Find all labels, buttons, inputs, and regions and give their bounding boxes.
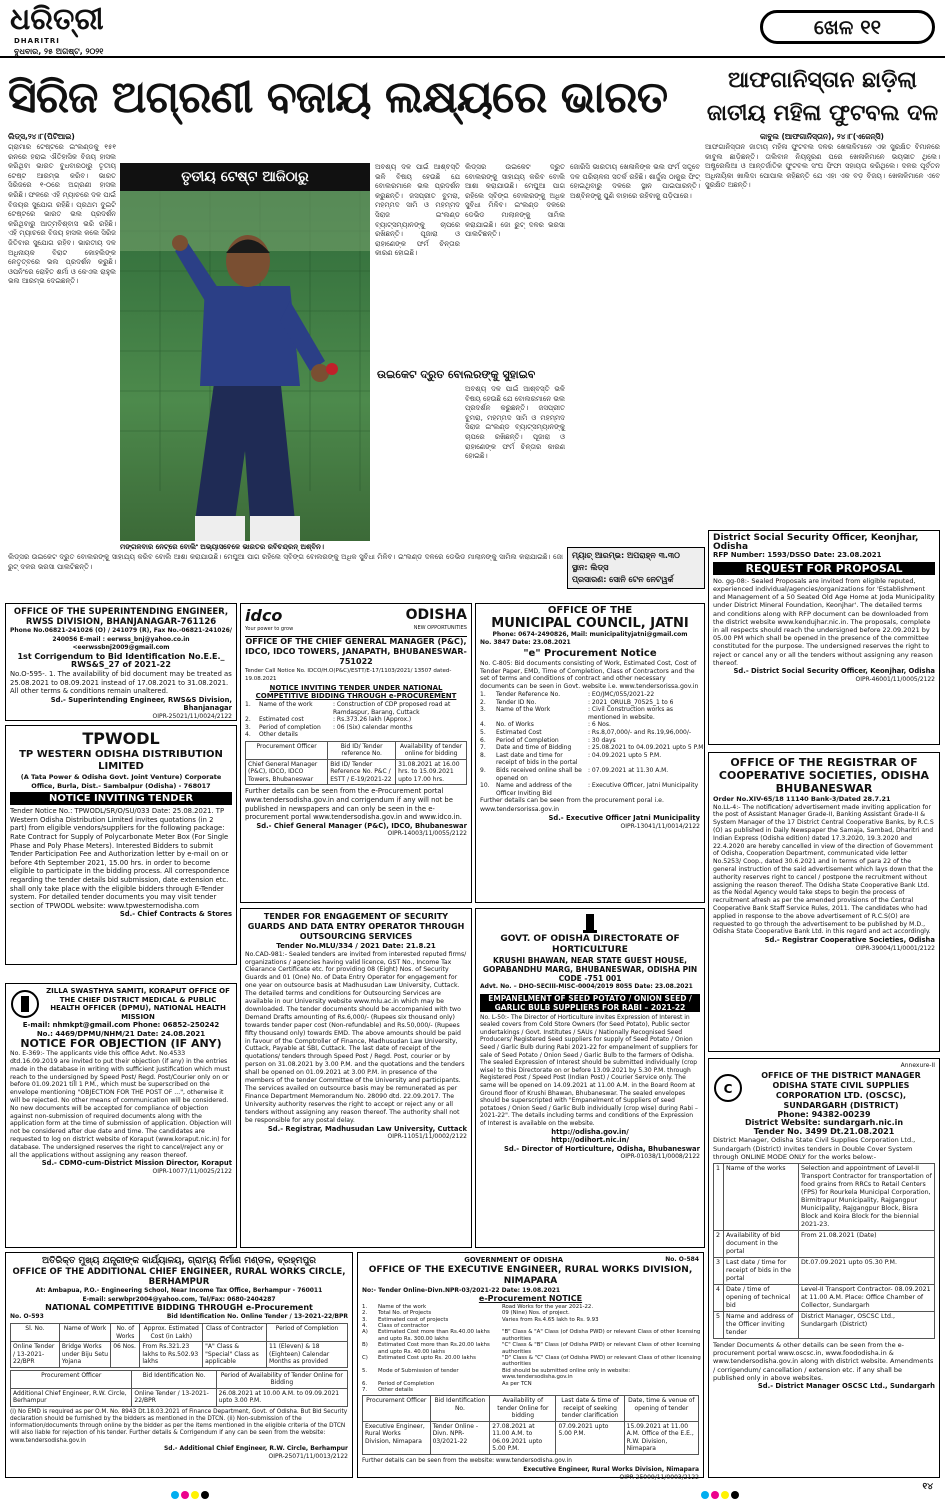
table-cell: Procurement Officer: [363, 1396, 431, 1422]
ad-items: [480, 690, 706, 797]
ad-contact: Phone No.06821-241026 (O) / 241079 (R), Fax No.-06821-241026/ 240056 E-mail : eerwss_bnj@yahoo.co.in <eerwssbnj2009@gmail.com: [10, 627, 232, 652]
ad-heading: NOTICE FOR OBJECTION (IF ANY): [20, 1037, 222, 1051]
list-item-cell: 1.: [480, 690, 486, 698]
ad-ref: OIPR-01038/11/0008/2122: [620, 1153, 700, 1161]
ad-subtitle: (A Tata Power & Odisha Govt. Joint Venture) Corporate Office, Burla, Dist.- Sambalpur (Odisha) - 768017: [20, 773, 222, 790]
list-item-cell: : 2021_ORULB_70525_1 to 6: [588, 698, 674, 706]
ad-footer: Tender Documents & other details can be seen from the e-procurement portal www.oscsc.in, www.foododisha.in & www.tendersodisha.gov.in along with district website. Amendments / corrigendum/ cancellation / extension etc. if any shall be published only in above websites.: [713, 1340, 934, 1382]
list-item-cell: 1.: [362, 1303, 368, 1310]
ad-order-no: Order No.XIV-65/18 11140 Bank-3/Dated 28.7.21: [713, 795, 891, 803]
list-item-cell: : 30 days: [588, 736, 616, 744]
ad-signature: Sd.- Registrar, Madhusudan Law University, Cuttack: [267, 1124, 467, 1133]
ad-signature: Sd.- Additional Chief Engineer, R.W. Circle, Berhampur: [163, 1444, 348, 1452]
story-column-1: ଗ୍ରାମାର ଟେଷ୍ଟରେ ଇଂଲଣ୍ଡକୁ ୧୫୧ ରନରେ ହରାଇ ଐତିହାସିକ ବିଜୟ ହାସଲ କରିଥିବା ଭାରତ ବୁଧବାରଠାରୁ ତୃତୀୟ ଟେଷ୍ଟ ଆରମ୍ଭ କରିବ। ଭାରତ ସିରିଜରେ ୧-୦ରେ ଅଗ୍ରଣୀ ହାସଲ କରିଛି। ଫଳରେ ଏହି ମ୍ୟାଚରେ ଦଳ ପାଇଁ ବିଜୟର ସୁଯୋଗ ରହିଛି। ପ୍ରଥମ ଦୁଇଟି ଟେଷ୍ଟରେ ଭାରତ ଭଲ ପ୍ରଦର୍ଶନ କରିଥିବାରୁ ଆତ୍ମବିଶ୍ବାସ ଭରି ରହିଛି। ଏହି ମ୍ୟାଚରେ ବିଜୟ ହାସଲ କଲେ ସିରିଜ ଜିତିବାର ସୁଯୋଗ ରହିବ। ଭାରତୀୟ ଦଳ ଅଧିନାୟକ ବିରାଟ କୋହଲିଙ୍କ ନେତୃତ୍ବରେ ଭଲ ପ୍ରଦର୍ଶନ କରୁଛି। ଓପନିଂରେ ରୋହିତ ଶର୍ମା ଓ କେଏଲ ରାହୁଲ ଭଲ ଆରମ୍ଭ ଦେଇଛନ୍ତି।: [8, 143, 116, 286]
side-dateline: କାବୁଲ (ଆଫଗାନିସ୍ତାନ), ୨୪।୮(ଏଜେନ୍ସି): [760, 132, 884, 141]
table-cell: 4: [714, 1284, 724, 1311]
ad-ref: OIPR-25021/11/0024/2122: [152, 712, 232, 720]
list-item: [480, 752, 700, 767]
list-item-cell: Other details: [259, 731, 298, 739]
table-row: [714, 1311, 935, 1338]
ad-title: ZILLA SWASTHYA SAMITI, KORAPUT OFFICE OF THE CHIEF DISTRICT MEDICAL & PUBLIC HEALTH OFFICER (DPMU), NATIONAL HEALTH MISSION: [46, 987, 230, 1021]
ad-tender-no: Tender No.MLU/334 / 2021 Date: 21.8.21: [276, 942, 436, 950]
ad-signature: Sd.- District Manager OSCSC Ltd., Sundargarh: [757, 1382, 935, 1390]
list-item: [480, 729, 700, 737]
ad-footer: Further details can be seen from the procurement poral i.e. www.tendersorissa.gov.in: [480, 797, 664, 813]
ad-heading: "e" Procurement Notice: [523, 647, 657, 659]
table-cell: Name of Work: [59, 1324, 110, 1342]
ad-ref: OIPR-14003/11/0055/2122: [387, 830, 467, 838]
idco-table: [245, 741, 467, 786]
list-item-cell: "D" Class & "C" Class (of Odisha PWD) or relevant Class of other licensing authorities: [502, 1355, 701, 1368]
section-label: ଖେଳ ୧୧: [760, 10, 935, 44]
emblem-icon: [580, 912, 600, 934]
table-cell: Availability of tender online for bidding: [396, 741, 467, 759]
table-cell: Procurement Officer: [11, 1370, 132, 1388]
list-item: [480, 706, 700, 721]
table-cell: Procurement Officer: [246, 741, 328, 759]
list-item-cell: Total No. of Projects: [378, 1310, 432, 1317]
ad-title: TP WESTERN ODISHA DISTRIBUTION LIMITED: [19, 749, 223, 772]
table-cell: Class of Contractor: [203, 1324, 267, 1342]
list-item-cell: : Executive Officer, Jatni Municipality: [588, 782, 699, 790]
ad-jatni: [475, 603, 705, 903]
list-item-cell: 1.: [245, 700, 251, 708]
player-photo: [120, 191, 370, 541]
ad-bid-id: Bid Identification No. Online Tender / 13-2021-22/BPR: [166, 1312, 348, 1320]
list-item: [245, 716, 467, 724]
table-cell: Bid ID/ Tender reference No.: [328, 741, 396, 759]
list-item: [245, 724, 467, 732]
ad-address: At: Ambapua, P.O.- Engineering School, Near Income Tax Office, Berhampur - 760011: [35, 1287, 323, 1294]
list-item-cell: Estimated Cost upto Rs. 20.00 lakhs: [378, 1355, 476, 1362]
table-cell: District Manager, OSCSC Ltd., Sundargarh (District): [799, 1311, 935, 1338]
issue-date: ବୁଧବାର, ୨୫ ଅଗଷ୍ଟ, ୨୦୨୧: [14, 47, 104, 56]
ad-notes: (i) No EMD is required as per O.M. No. 8943 Dt.18.03.2021 of Finance Department, Govt. of Odisha. But Bid Security declaration should be furnished by the bidders as mentioned in the DTCN. (ii) Non-submission of the information/documents through online by the bidder as per the items mentioned in the eligible criteria of the DTCN will also liable for rejection of his tender. Further details & Corrigendum if any can be seen from the website: www.tendersodisha.gov.in: [10, 1408, 348, 1444]
list-item-cell: "B" Class & "A" Class (of Odisha PWD) or relevant Class of other licensing authorities: [502, 1329, 701, 1342]
ad-ref: OIPR-10077/11/0025/2122: [152, 1167, 232, 1175]
ad-body: No. L-50:- The Director of Horticulture invites Expression of Interest in sealed covers from Cold Store Owners (for Seed Potato), Public sector undertakings / Govt. Institutes / SAUs / Nationally Recognised Seed Producers/ Registered Seed suppliers for supply of Seed Potato / Onion Seed / Garlic Bulb during Rabi 2021-22 for empanelment of suppliers for sale of Seed Potato / Onion Seed / Garlic Bulb to the farmers of Odisha. The sealed Expression of Interest should be submitted individually (crop wise) to this Directorate on or before 13.09.2021 by 5.30 P.M. through Registered Post / Speed Post (Indian Post) / Courier Service only. The same will be opened on 14.09.2021 at 11.00 A.M. in the Board Room at Ground floor of Krushi Bhawan, Bhubaneswar. The sealed envelopes should be superscripted with "Empanelment of Suppliers of seed potatoes / Onion Seed / Garlic Bulb individually (crop wise) during Rabi – 2021-22". The details including terms and conditions of the Expression of Interest is available on the website.: [480, 1013, 698, 1127]
ad-signature: Sd.- Superintending Engineer, RWS&S Division, Bhanjanagar: [50, 695, 232, 713]
table-cell: 1: [714, 1163, 724, 1230]
ad-oscsc: [708, 1058, 940, 1478]
list-item-cell: As per TCN: [502, 1380, 532, 1387]
ad-signature: Sd.- Director of Horticulture, Odisha, Bhubaneswar: [503, 1144, 700, 1153]
ad-signature: Sd.- Chief Contracts & Stores: [119, 910, 232, 919]
table-cell: Name and address of the Officer inviting tender: [724, 1311, 799, 1338]
table-cell: 26.08.2021 at 10.00 A.M. to 09.09.2021 upto 3.00 P.M.: [216, 1388, 347, 1406]
list-item-cell: : 07.09.2021 at 11.30 A.M.: [588, 766, 669, 774]
table-cell: Sl. No.: [11, 1324, 60, 1342]
table-cell: From Rs.321.23 lakhs to Rs.502.93 lakhs: [140, 1342, 203, 1368]
match-venue: ସ୍ଥାନ: ଲିଡ୍ସ: [572, 563, 609, 572]
idco-logo: idco: [245, 606, 283, 625]
story-continuation: ଲିଡ୍ସର ଉଇକେଟ ଦ୍ରୁତ ବୋଲରଙ୍କୁ ସାହାଯ୍ୟ କରିବ ବୋଲି ଆଶା କରାଯାଉଛି। ମେଘୁଆ ପାଗ ରହିଲେ ସ୍ବିଙ୍ଗ ବୋଲରଙ୍କୁ ଅଧିକ ସୁବିଧା ମିଳିବ। ଇଂଲଣ୍ଡ ଦଳରେ ଡେଭିଡ ମାଲାନଙ୍କୁ ସାମିଲ କରାଯାଇଛି। ଜୋ ରୁଟ୍ ଦଳର ଭରସା ପାଲଟିଛନ୍ତି।: [8, 553, 563, 571]
list-item-cell: 4.: [362, 1323, 368, 1329]
newspaper-logo-sub: DHARITRI: [14, 37, 60, 45]
registration-marks: [170, 1484, 210, 1503]
registration-marks-right: [700, 1484, 740, 1503]
ad-title: OFFICE OF THE CHIEF GENERAL MANAGER (P&C), IDCO, IDCO TOWERS, JANAPATH, BHUBANESWAR- 751022: [245, 636, 467, 666]
tpwodl-logo: TPWODL: [82, 729, 160, 748]
table-row: [714, 1230, 935, 1257]
story-column-3b: ଅବଶ୍ୟ ଦଳ ପାଇଁ ଆଶ୍ବସ୍ତି ଭଳି ବିଷୟ ହେଉଛି ଯେ ବୋଲରମାନେ ଭଲ ପ୍ରଦର୍ଶନ କରୁଛନ୍ତି। ଜସପ୍ରୀତ ବୁମରା, ମହମ୍ମଦ ସାମି ଓ ମହମ୍ମଦ ସିରାଜ ଇଂଲଣ୍ଡ ବ୍ୟାଟ୍ସମ୍ୟାନଙ୍କୁ ଚାପରେ ରଖିଛନ୍ତି। ପୂଜାରା ଓ ରାହାଣେଙ୍କ ଫର୍ମ ଚିନ୍ତାର କାରଣ ହୋଇଛି।: [465, 385, 565, 461]
list-item-cell: Road Works for the year 2021-22.: [502, 1303, 594, 1310]
list-item-cell: 3.: [245, 723, 251, 731]
ad-rwss: [5, 603, 237, 721]
list-item: [362, 1368, 699, 1381]
ad-body: No. gg-08:- Sealed Proposals are invited from eligible reputed, experienced individual/agencies/organizations for 'Establishment and Management of a 50 Seated Old Age Home at Joda Municipality under District Mineral Foundation, Keonjhar'. The detailed terms and conditions along with RFP document can be downloaded from the district website www.kendujhar.nic.in. The proposals, complete in all respects should reach the undersigned before 22.09.2021 by 05.00 PM which shall be opened in the presence of the committee constituted for the purpose. The undersigned reserves the right to reject or cancel any or all the tenders without assigning any reason thereof.: [713, 576, 935, 667]
ad-body: No.O-595-. 1. The availability of bid document may be treated as 25.08.2021 to 08.09.2021 instead of 17.08.2021 to 31.08.2021. All other terms & conditions remain unaltered.: [10, 669, 232, 696]
table-cell: 3: [714, 1257, 724, 1284]
list-item: [480, 767, 700, 782]
svg-text:C: C: [723, 1081, 733, 1096]
list-item-cell: 2.: [362, 1310, 368, 1317]
ad-ref: OIPR-39004/11/0001/2122: [855, 944, 935, 952]
ad-signature: Sd.- District Social Security Officer, Keonjhar, Odisha: [733, 667, 935, 676]
ad-ref: OIPR-46001/11/0005/2122: [855, 675, 935, 683]
table-cell: Bid Identification No.: [132, 1370, 216, 1388]
ad-social-security: [708, 530, 940, 745]
ad-title-1: OFFICE OF THE: [547, 605, 633, 616]
ad-signature: Sd.- Registrar Cooperative Societies, Odisha: [764, 936, 935, 945]
ad-gov: GOVERNMENT OF ODISHA: [464, 1256, 563, 1264]
list-item-cell: Varies from Rs.4.65 lakh to Rs. 9.93: [502, 1316, 599, 1323]
ad-address: KRUSHI BHAWAN, NEAR STATE GUEST HOUSE, GOPABANDHU MARG, BHUBANESWAR, ODISHA PIN CODE -751 001: [482, 956, 698, 983]
ad-website-1[interactable]: http://odisha.gov.in/: [551, 1127, 629, 1136]
ad-body: No.CAD-981:- Sealed tenders are invited from interested reputed firms/ organizations / agencies having valid licence, GST No., Income Tax Clearance Certificate etc. for providing 08 (Eight) Nos. of Security Guards and 01 (One) No. of Data Entry Operator for engagement for one year on outsource basis at Madhusudan Law University, Cuttack. The detailed terms and conditions for Outsourcing Services are available in our University website www.mlu.ac.in which may be downloaded. The tender documents should be accompanied with two Demand Drafts amounting of Rs.6,000/- (Rupees six thousand only) towards tender paper cost (Non-refundable) and Rs.50,000/- (Rupees fifty thousand only) towards EMD. The above amounts should be paid in favour of the Comptroller of Finance, Madhusudan Law University, Cuttack, Payable at SBI, Cuttack. The last date of receipt of the quotations/ tenders through Speed Post / Regd. Post, courier or by person on 31.08.2021 by 3.00 P.M. and the quotations and the tenders shall be opened on 01.09.2021 at 3.00 P.M. in presence of the members of the tender Committee of the University and participants. The services availed on outsource basis may be remunerated as per Finance Department Memorandum No. 28090 dtd. 22.09.2017. The University authority reserves the right to accept or reject any or all tenders without assigning any reason thereof. The authority shall not be responsible for any postal delay.: [245, 950, 467, 1124]
list-item: [480, 744, 706, 752]
berhampur-table-1: [10, 1323, 348, 1368]
list-item-cell: 5.: [480, 728, 486, 736]
side-story-body: ଆଫଗାନିସ୍ତାନ ଜାତୀୟ ମହିଳା ଫୁଟବଲ ଦଳର ଖେଳାଳିମାନେ ଏକ ସୁରକ୍ଷିତ ବିମାନରେ କାବୁଲ ଛାଡ଼ିଛନ୍ତି। ତାଲିବାନ ନିୟନ୍ତ୍ରଣ ପରେ ଖେଳାଳିମାନେ ଭୟଭୀତ ଥିଲେ। ଅଷ୍ଟ୍ରେଲିଆ ଓ ଆନ୍ତର୍ଜାତିକ ଫୁଟବଲ ସଂଘ ଫିଫା ସହାୟତା କରିଥିଲେ। ଦଳର ପୂର୍ବତନ ଅଧିନାୟିକା ଖାଲିଦା ପୋପାଲ କହିଛନ୍ତି ଯେ ଏହା ଏକ ବଡ଼ ବିଜୟ। ଖେଳାଳିମାନେ ଏବେ ସୁରକ୍ଷିତ ଅଛନ୍ତି।: [705, 143, 940, 190]
list-item-cell: 09 (Nine) Nos. of project.: [502, 1310, 570, 1317]
list-item-cell: : 6 Nos.: [588, 721, 611, 729]
list-item-cell: Other details: [378, 1387, 413, 1394]
ad-body: No. E-369:- The applicants vide this office Advt. No.4533 dtd.16.09.2019 are invited to put their objection (if any) in the entries made in the database in writing with sufficient justification which must reach to the undersigned by Speed Post/ Regd. Post/Courier only on or before 01.09.2021 till 1 P.M., which must be superscribed on the envelope mentioning "OBJECTION FOR THE POST OF ...", otherwise it will be rejected. No other means of communication will be considered. No new documents will be accepted for compliance of objection against non-submission of required documents along with the application form at the time of submission of application. Objection will not be considered after due date and time. The candidates are requested to log on district website of Koraput (www.koraput.nic.in) for database. The undersigned reserves the right to cancel/reject any or all the applications without assigning any reason thereof.: [10, 1050, 232, 1159]
ad-title: OFFICE OF THE DISTRICT MANAGER ODISHA STATE CIVIL SUPPLIES CORPORATION LTD. (OSCSC), SUNDARGARH (DISTRICT): [761, 1070, 921, 1110]
list-item-cell: Name of the Work: [496, 706, 551, 714]
list-item-cell: Name of the work: [378, 1303, 427, 1310]
table-cell: 31.08.2021 at 16.00 hrs. to 15.09.2021 upto 17.00 hrs.: [396, 759, 467, 785]
list-item-cell: B): [362, 1342, 368, 1349]
list-item: [480, 691, 700, 699]
list-item-cell: 3.: [362, 1316, 368, 1323]
table-cell: From 21.08.2021 (Date): [799, 1230, 935, 1257]
ad-heading: EMPANELMENT OF SEED POTATO / ONION SEED / GARLIC BULB SUPPLIERS FOR RABI – 2021-22: [480, 994, 700, 1012]
ad-notice-no: Tender Call Notice No. IDCO/H.O(P&C)/ESTT/E-17/1103/2021/ 13507 dated- 19.08.2021: [245, 667, 452, 683]
nimapara-table: [362, 1395, 699, 1455]
list-item: [362, 1387, 699, 1393]
ad-koraput: [5, 983, 237, 1248]
ad-letter-no: No.: 4469/DPMU/NHM/21 Date: 24.08.2021: [36, 1029, 206, 1038]
table-cell: Last date / time for receipt of bids in the portal: [724, 1257, 799, 1284]
ad-heading: REQUEST FOR PROPOSAL: [713, 562, 935, 575]
list-item-cell: Mode of Submission of tender: [378, 1367, 459, 1374]
ad-title: TENDER FOR ENGAGEMENT OF SECURITY GUARDS AND DATA ENTRY OPERATOR THROUGH OUTSOURCING SERVICES: [247, 912, 465, 941]
ad-idco: [240, 603, 472, 903]
odisha-logo-sub: NEW OPPORTUNITIES: [413, 625, 467, 631]
list-item-cell: Date and time of Bidding: [496, 744, 572, 752]
list-item-cell: Tender Reference No.: [496, 690, 561, 698]
table-row: [714, 1163, 935, 1230]
emblem-icon: [10, 987, 40, 1021]
list-item-cell: Name and address of the Officer Inviting Bid: [496, 782, 572, 797]
list-item-cell: 9.: [480, 766, 486, 774]
ad-signature: Sd.- CDMO-cum-District Mission Director, Koraput: [41, 1159, 232, 1168]
list-item-cell: Period of Completion: [496, 736, 559, 744]
table-cell: Bid Identification No.: [430, 1396, 490, 1422]
ad-no: No. O-593: [10, 1312, 44, 1320]
ad-cooperative: [708, 752, 940, 1052]
ad-contact: Phone: 0674-2490826, Mail: municipalityjatni@gmail.com: [492, 630, 688, 638]
list-item: [245, 731, 467, 739]
table-cell: Online Tender / 13-2021-22/BPR: [11, 1342, 60, 1368]
ad-heading: NATIONAL COMPETITIVE BIDDING THROUGH e-Procurement: [45, 1303, 313, 1313]
table-cell: Level-II Transport Contractor- 08.09.2021 at 11.00 A.M. Place: Office Chamber of Collector, Sundargarh: [799, 1284, 935, 1311]
odisha-logo: ODISHA: [405, 607, 467, 623]
list-item-cell: : Rs.373.26 lakh (Approx.): [333, 716, 412, 724]
list-item-cell: Estimated Cost: [496, 728, 542, 736]
list-item-cell: 5.: [362, 1367, 368, 1374]
list-item: [480, 721, 700, 729]
list-item-cell: 10.: [480, 782, 490, 790]
table-row: [714, 1284, 935, 1311]
table-cell: Date / time of opening of technical bid: [724, 1284, 799, 1311]
ad-ref: OIPR-25071/11/0013/2122: [268, 1453, 348, 1461]
ad-intro: No. C-805: Bid documents consisting of Work, Estimated Cost, Cost of Tender Paper, EMD, Time of Completion, Class of Contractors and the set of terms and conditions of contract and other necessary documents can be seen in Govt. website i.e. www.tendersorissa.gov.in: [480, 659, 699, 691]
list-item-cell: : 06 (Six) calendar months: [333, 723, 413, 731]
list-item-cell: 8.: [480, 751, 486, 759]
ad-body: No.LL-4:- The notification/ advertisement made inviting application for the post of Assistant Manager Grade-II, Banking Assistant Grade-II & System Manager of the 17 District Central Cooperative Banks, by R.C.S (O) as published in Daily Newspaper the Samaja, Sambad, Dharitri and Indian Express (Odisha edition) dated 17.3.2020, 19.3.2020 and 22.4.2020 are hereby cancelled in view of the direction of Government of Odisha, Cooperation Department, communicated vide letter No.5253/ Coop., dated 30.6.2021 and in terms of para 22 of the general instruction of the said advertisement which lays down that the authority reserves right to cancel / postpone the recruitment without assigning the reason thereof. The Odisha State Cooperative Bank Ltd. as the Nodal Agency would take steps to begin the process of recruitment afresh as per the amended provisions of the Central Cooperative Bank Staff Service Rules, 2011. The candidates who had applied in response to the above advertisement of R.C.S(O) are requested to go through the advertisement to be published by M.D., Odisha State Cooperative Bank Ltd. in this regard and act accordingly.: [713, 803, 934, 936]
ad-ref: OIPR-25009/11/0003/2122: [619, 1474, 699, 1482]
list-item-cell: Estimated Cost more than Rs.20.00 lakhs and upto Rs. 40.00 lakhs: [378, 1342, 490, 1355]
list-item-cell: : 04.09.2021 upto 5 P.M.: [588, 751, 662, 759]
list-item-cell: 3.: [480, 706, 486, 714]
newspaper-logo: ଧରିତ୍ରୀ: [10, 2, 104, 37]
table-cell: Additional Chief Engineer, R.W. Circle, Berhampur: [11, 1388, 132, 1406]
masthead: [0, 0, 945, 58]
ad-annexure: Annexure-II: [900, 1062, 935, 1069]
list-item-cell: "C" Class & "B" Class (of Odisha PWD) or relevant Class of other licensing authorities: [502, 1342, 701, 1355]
ad-items: [245, 701, 467, 739]
ad-title: OFFICE OF THE REGISTRAR OF COOPERATIVE SOCIETIES, ODISHA BHUBANESWAR: [718, 756, 930, 795]
table-cell: Bridge Works under Biju Setu Yojana: [59, 1342, 110, 1368]
list-item: [245, 701, 467, 716]
ad-title-odia: ଅତିରିକ୍ତ ମୁଖ୍ୟ ଯନ୍ତ୍ରୀଙ୍କ କାର୍ଯ୍ୟାଳୟ, ଗ୍ରାମ୍ୟ ନିର୍ମାଣ ମଣ୍ଡଳ, ବ୍ରହ୍ମପୁର: [41, 1256, 316, 1266]
table-cell: 5: [714, 1311, 724, 1338]
page-number: ୧୪: [922, 1482, 933, 1492]
ad-title: District Social Security Officer, Keonjhar, Odisha: [713, 533, 919, 552]
list-item-cell: Estimated cost: [259, 716, 304, 724]
ad-website[interactable]: District Website: sundargarh.nic.in: [744, 1118, 904, 1128]
list-item-cell: Tender ID No.: [496, 698, 537, 706]
table-cell: 06 Nos.: [111, 1342, 140, 1368]
list-item: [362, 1355, 699, 1368]
table-cell: 07.09.2021 upto 5.00 P.M.: [556, 1421, 624, 1454]
oscsc-logo-icon: [713, 1071, 743, 1105]
ad-tender-no: Tender No. 3499 Dt.21.08.2021: [753, 1126, 895, 1136]
ad-signature: Sd.- Executive Officer Jatni Municipality: [548, 814, 700, 823]
ad-heading: NOTICE INVITING TENDER: [10, 792, 232, 805]
story-column-3: ଲିଡ୍ସର ଉଇକେଟ ଦ୍ରୁତ ବୋଲରଙ୍କୁ ସାହାଯ୍ୟ କରିବ ବୋଲି ଆଶା କରାଯାଉଛି। ମେଘୁଆ ପାଗ ରହିଲେ ସ୍ବିଙ୍ଗ ବୋଲରଙ୍କୁ ଅଧିକ ସୁବିଧା ମିଳିବ। ଇଂଲଣ୍ଡ ଦଳରେ ଡେଭିଡ ମାଲାନଙ୍କୁ ସାମିଲ କରାଯାଇଛି। ଜୋ ରୁଟ୍ ଦଳର ଭରସା ପାଲଟିଛନ୍ତି।: [465, 163, 565, 239]
oscsc-table: [713, 1163, 935, 1339]
ad-phone: Phone: 94382-00239: [777, 1109, 871, 1119]
table-cell: Last date & time of receipt of seeking tender clarification: [556, 1396, 624, 1422]
list-item-cell: 6.: [480, 736, 486, 744]
list-item: [362, 1342, 699, 1355]
table-cell: Online Tender / 13-2021-22/BPR: [132, 1388, 216, 1406]
ad-ref: OIPR-13041/11/0014/2122: [620, 823, 700, 831]
table-row: [714, 1257, 935, 1284]
ad-signature: Sd.- Chief General Manager (P&C), IDCO, Bhubaneswar: [256, 821, 467, 830]
list-item-cell: Bid should be submitted online only in website: www.tendersodisha.gov.in: [502, 1367, 631, 1381]
list-item-cell: [502, 1387, 702, 1393]
list-item-cell: Name of the work: [259, 700, 313, 708]
list-item-cell: Period of Completion: [378, 1380, 435, 1387]
list-item-cell: Period of completion: [259, 723, 321, 731]
ad-footer: Further details can be seen from the e-Procurement portal www.tendersodisha.gov.in and corrigendum if any will not be published in newspapers and can only be seen in the e-procurement portal www.tendersodisha.gov.in and www.idco.in.: [245, 787, 462, 822]
list-item: [480, 737, 700, 745]
list-item-cell: : Rs.8,07,000/- and Rs.19,96,000/-: [588, 728, 692, 736]
story-subheading: ଉଇକେଟ ଦ୍ରୁତ ବୋଲରଙ୍କୁ ସୁହାଇବ: [377, 368, 567, 382]
table-cell: Date, time & venue of opening of tender: [624, 1396, 698, 1422]
list-item: [480, 782, 700, 797]
list-item-cell: : Construction of CDP proposed road at Ramdaspur, Barang, Cuttack: [333, 700, 451, 716]
table-cell: "A" Class & "Special" Class as applicable: [203, 1342, 267, 1368]
ad-contact: E-mail: serwbpr2004@yahoo.com, Tel/Fax: 0680-2404287: [82, 1295, 276, 1303]
side-headline: ଆଫଗାନିସ୍ତାନ ଛାଡ଼ିଲା ଜାତୀୟ ମହିଳା ଫୁଟବଲ ଦଳ: [706, 67, 939, 126]
story-dateline: ଲିଡ୍ସ,୨୪।୮(ପିଟିଆଇ): [8, 132, 75, 141]
story-banner: ତୃତୀୟ ଟେଷ୍ଟ ଆଜିଠାରୁ: [120, 163, 370, 191]
match-info-box: [567, 547, 705, 589]
berhampur-table-2: [10, 1370, 348, 1407]
table-cell: Period of Completion: [267, 1324, 348, 1342]
table-cell: 15.09.2021 at 11.00 A.M. Office of the E.E., R.W. Division, Nimapara: [624, 1421, 698, 1454]
ad-intro: District Manager, Odisha State Civil Supplies Corporation Ltd., Sundargarh (District) invites tenders in Double Cover System through ONLINE MODE ONLY for the works below:-: [713, 1136, 916, 1161]
table-cell: Executive Engineer, Rural Works Division, Nimapara: [363, 1421, 431, 1454]
ad-heading: 1st Corrigendum to Bid Identification No.E.E._ RWS&S_27 of 2021-22: [17, 651, 225, 670]
ad-items: [362, 1304, 699, 1394]
ad-adv-no: Advt. No. – DHO-SECIII-MISC-0004/2019 8055 Date: 23.08.2021: [480, 983, 693, 990]
table-cell: Bid ID/ Tender Reference No. P&C / ESTT / E-19/2021-22: [328, 759, 396, 785]
table-cell: 11 (Eleven) & 18 (Eighteen) Calendar Months as provided: [267, 1342, 348, 1368]
list-item: [362, 1329, 699, 1342]
ad-heading: e-Procurement NOTICE: [478, 1294, 583, 1304]
match-time: ମ୍ୟାଚ୍ ଆରମ୍ଭ: ଅପରାହ୍ନ ୩.୩୦: [572, 551, 680, 560]
list-item-cell: : 25.08.2021 to 04.09.2021 upto 5 P.M.: [588, 744, 706, 752]
table-cell: Selection and appointment of Level-II Transport Contractor for transportation of food grains from RRCs to Retail Centers (FPS) for Rourkela Municipal Corporation, Birmitrapur Municipality, Rajgangpur Municipality, Rajgangpur Block, Bisra Block and Koira Block for the biennial 2021-23.: [799, 1163, 935, 1230]
list-item-cell: Bids received online shall be opened on: [496, 766, 582, 782]
list-item-cell: : EO/JMC/055/2021-22: [588, 690, 655, 698]
list-item-cell: 2.: [245, 716, 251, 724]
list-item-cell: : Civil Construction works as mentioned in website.: [588, 706, 674, 721]
photo-caption: ମଙ୍ଗଳବାର ନେଟ୍‌ରେ ବୋଲିଂ ଅଭ୍ୟାସବେଳେ ଭାରତର ରବିଚନ୍ଦ୍ରନ୍ ଅଶ୍ବିନ।: [120, 543, 324, 551]
match-broadcast: ପ୍ରସାରଣ: ସୋନି ଟେନ ନେଟୱର୍କ: [572, 575, 674, 584]
table-cell: Availability of bid document in the portal: [724, 1230, 799, 1257]
table-cell: Name of the works: [724, 1163, 799, 1230]
ad-body: Tender Notice No.: TPWODL/SR/O/SU/033 Date: 25.08.2021. TP Western Odisha Distribution Limited invites quotations (in 2 part) from eligible vendors/suppliers for the following package: Rate Contract for Supply of Polycarbonate Meter Box (For Single Phase and Poly Phase Meters). Interested Bidders to submit Tender Participation Fee and Authorization letter by e-mail on or before 4th September 2021, 15.00 hrs. in order to become eligible to participate in the bidding process. All correspondence regarding the tender details bid submission, date extension etc. shall only take place with the eligible bidders through E-Tender system. For detailed tender documents you may visit tender section of TPWODL website: www.tpwesternodisha.com: [10, 807, 230, 910]
list-item-cell: No. of Works: [496, 721, 534, 729]
table-cell: Period of Availability of Tender Online for Bidding: [216, 1370, 347, 1388]
ad-footer: Further details can be seen from the website: www.tendersodisha.gov.in: [362, 1457, 572, 1464]
ad-tender-no: No:- Tender Online-Divn.NPR-03/2021-22 Date: 19.08.2021: [362, 1286, 561, 1294]
list-item-cell: 7.: [480, 744, 486, 752]
page-footer: [0, 1480, 945, 1497]
ad-website-2[interactable]: http://odihort.nic.in/: [551, 1136, 629, 1145]
ad-title: OFFICE OF THE EXECUTIVE ENGINEER, RURAL WORKS DIVISION, NIMAPARA: [368, 1264, 693, 1286]
ad-berhampur: [5, 1252, 353, 1478]
ad-ref: OIPR-11051/11/0002/2122: [387, 1133, 467, 1141]
table-cell: Chief General Manager (P&C), IDCO, IDCO Towers, Bhubaneswar: [246, 759, 328, 785]
list-item-cell: Class of contractor: [378, 1323, 429, 1329]
list-item-cell: 2.: [480, 698, 486, 706]
idco-logo-sub: Your power to grow: [245, 626, 294, 632]
list-item-cell: Estimated cost of projects: [378, 1316, 449, 1323]
list-item-cell: Last date and time for receipt of bids in the portal: [496, 751, 578, 767]
ad-letter-no: No. 3847 Date: 23.08.2021: [480, 639, 571, 647]
ad-nimapara: [357, 1252, 704, 1482]
ad-security: [240, 908, 472, 1248]
list-item-cell: Estimated Cost more than Rs.40.00 lakhs and upto Rs. 300.00 lakhs: [378, 1329, 490, 1342]
ad-heading: NOTICE INVITING TENDER UNDER NATIONAL COMPETITIVE BIDDING THROUGH e-PROCUREMENT: [255, 683, 457, 701]
list-item-cell: [333, 731, 473, 739]
ad-horticulture: [475, 908, 705, 1248]
ad-title: OFFICE OF THE SUPERINTENDING ENGINEER, RWSS DIVISION, BHANJANAGAR-761126: [13, 607, 229, 627]
list-item-cell: 4.: [480, 721, 486, 729]
story-column-4: ଜୋରିସି ଭାରତୀୟ ଖେଳାଳିଙ୍କ ଭଲ ଫର୍ମ ସତ୍ତ୍ବେ ଦଳ ପରିଚାଳନା ସତର୍କ ରହିଛି। ଶାର୍ଦ୍ଦୁଲ ଠାକୁର ଫିଟ୍ ହୋଇଥିବାରୁ ଦଳରେ ସ୍ଥାନ ପାଇପାରନ୍ତି। ଅଶ୍ବିନଙ୍କୁ ପୁଣି ବାହାରେ ରହିବାକୁ ପଡ଼ିପାରେ।: [570, 163, 700, 200]
ad-contact: E-mail: nhmkpt@gmail.com Phone: 06852-250242: [22, 1021, 220, 1029]
ad-no: No. O-584: [665, 1256, 699, 1263]
table-cell: Approx. Estimated Cost (in Lakh): [140, 1324, 203, 1342]
main-headline: ସିରିଜ ଅଗ୍ରଣୀ ବଜାୟ ଲକ୍ଷ୍ୟରେ ଭାରତ: [8, 72, 668, 123]
table-cell: Tender Online - Divn. NPR-03/2021-22: [430, 1421, 490, 1454]
ad-title-2: MUNICIPAL COUNCIL, JATNI: [491, 615, 689, 631]
ad-title: OFFICE OF THE ADDITIONAL CHIEF ENGINEER, RURAL WORKS CIRCLE, BERHAMPUR: [12, 1267, 346, 1287]
list-item-cell: C): [362, 1355, 368, 1362]
ad-signature: Executive Engineer, Rural Works Division, Nimapara: [523, 1465, 699, 1473]
ad-rfp-no: RFP Number: 1593/DSSO Date: 23.08.2021: [713, 551, 882, 560]
list-item-cell: 7.: [362, 1387, 368, 1394]
table-cell: No. of Works: [111, 1324, 140, 1342]
table-cell: 27.08.2021 at 11.00 A.M. to 06.09.2021 upto 5.00 P.M.: [490, 1421, 556, 1454]
list-item: [480, 699, 700, 707]
story-column-2: ଅବଶ୍ୟ ଦଳ ପାଇଁ ଆଶ୍ବସ୍ତି ଭଳି ବିଷୟ ହେଉଛି ଯେ ବୋଲରମାନେ ଭଲ ପ୍ରଦର୍ଶନ କରୁଛନ୍ତି। ଜସପ୍ରୀତ ବୁମରା, ମହମ୍ମଦ ସାମି ଓ ମହମ୍ମଦ ସିରାଜ ଇଂଲଣ୍ଡ ବ୍ୟାଟ୍ସମ୍ୟାନଙ୍କୁ ଚାପରେ ରଖିଛନ୍ତି। ପୂଜାରା ଓ ରାହାଣେଙ୍କ ଫର୍ମ ଚିନ୍ତାର କାରଣ ହୋଇଛି।: [375, 163, 460, 258]
list-item-cell: 4.: [245, 731, 251, 739]
list-item-cell: A): [362, 1329, 368, 1336]
ad-tpwodl: [5, 725, 237, 965]
table-cell: 2: [714, 1230, 724, 1257]
list-item-cell: 6.: [362, 1380, 368, 1387]
table-cell: Dt.07.09.2021 upto 05.30 P.M.: [799, 1257, 935, 1284]
ad-title: GOVT. OF ODISHA DIRECTORATE OF HORTICULTURE: [500, 934, 680, 955]
table-cell: Availability of tender Online for bidding: [490, 1396, 556, 1422]
